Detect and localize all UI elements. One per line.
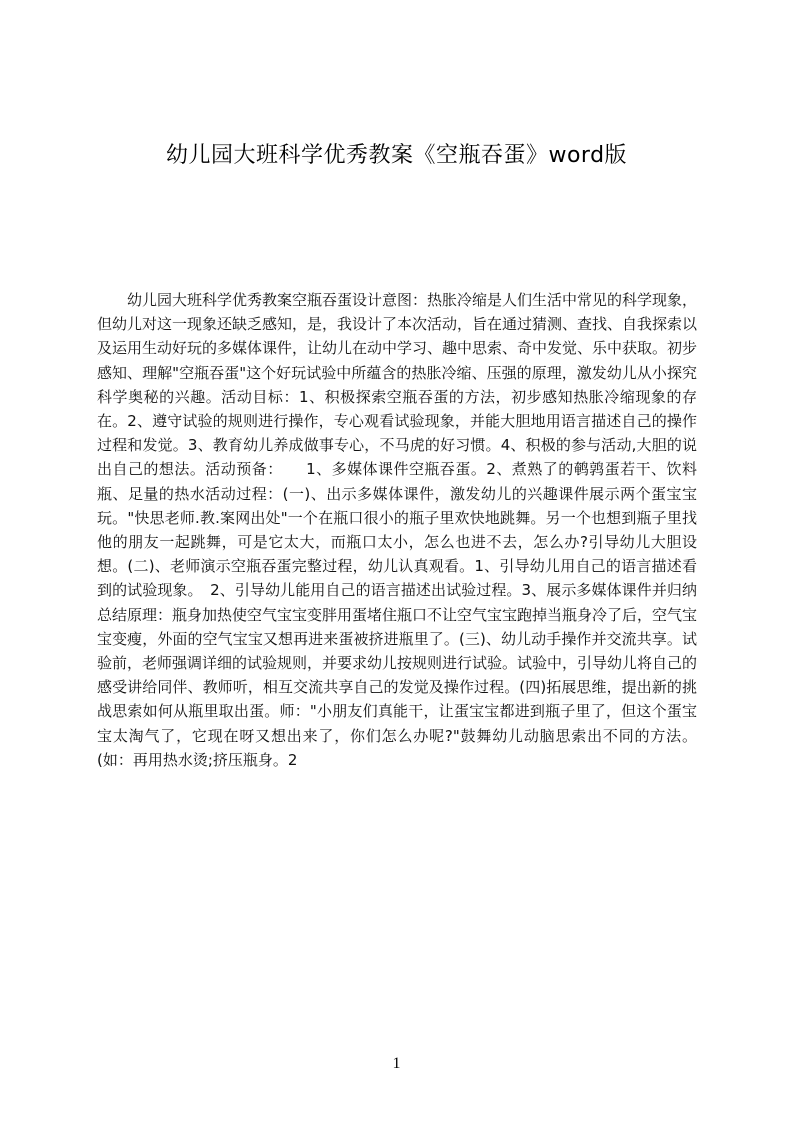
document-title: 幼儿园大班科学优秀教案《空瓶吞蛋》word版	[165, 143, 628, 168]
document-body-paragraph: 幼儿园大班科学优秀教案空瓶吞蛋设计意图：热胀冷缩是人们生活中常见的科学现象，但幼儿对这一现象还缺乏感知，是，我设计了本次活动，旨在通过猜测、查找、自我探索以及运用生动好玩的多媒体课件，让幼儿在动中学习、趣中思索、奇中发觉、乐中获取。初步感知、理解"空瓶吞蛋"这个好玩试验中所蕴含的热胀冷缩、压强的原理，激发幼儿从小探究科学奥秘的兴趣。活动目标：1、积极探索空瓶吞蛋的方法，初步感知热胀冷缩现象的存在。2、遵守试验的规则进行操作，专心观看试验现象，并能大胆地用语言描述自己的操作过程和发觉。3、教育幼儿养成做事专心，不马虎的好习惯。4、积极的参与活动,大胆的说出自己的想法。活动预备： 1、多媒体课件空瓶吞蛋。2、煮熟了的鹌鹑蛋若干、饮料瓶、足量的热水活动过程：(一)、出示多媒体课件，激发幼儿的兴趣课件展示两个蛋宝宝玩。"快思老师.教.案网出处"一个在瓶口很小的瓶子里欢快地跳舞。另一个也想到瓶子里找他的朋友一起跳舞，可是它太大，而瓶口太小，怎么也进不去，怎么办?引导幼儿大胆设想。(二)、老师演示空瓶吞蛋完整过程，幼儿认真观看。1、引导幼儿用自己的语言描述看到的试验现象。 2、引导幼儿能用自己的语言描述出试验过程。3、展示多媒体课件并归纳总结原理：瓶身加热使空气宝宝变胖用蛋堵住瓶口不让空气宝宝跑掉当瓶身冷了后，空气宝宝变瘦，外面的空气宝宝又想再进来蛋被挤进瓶里了。(三)、幼儿动手操作并交流共享。试验前，老师强调详细的试验规则，并要求幼儿按规则进行试验。试验中，引导幼儿将自己的感受讲给同伴、教师听，相互交流共享自己的发觉及操作过程。(四)拓展思维，提出新的挑战思索如何从瓶里取出蛋。师："小朋友们真能干，让蛋宝宝都进到瓶子里了，但这个蛋宝宝太淘气了，它现在呀又想出来了，你们怎么办呢?"鼓舞幼儿动脑思索出不同的方法。(如：再用热水烫;挤压瓶身。2	[97, 291, 697, 769]
page-number: 1	[392, 1055, 401, 1072]
